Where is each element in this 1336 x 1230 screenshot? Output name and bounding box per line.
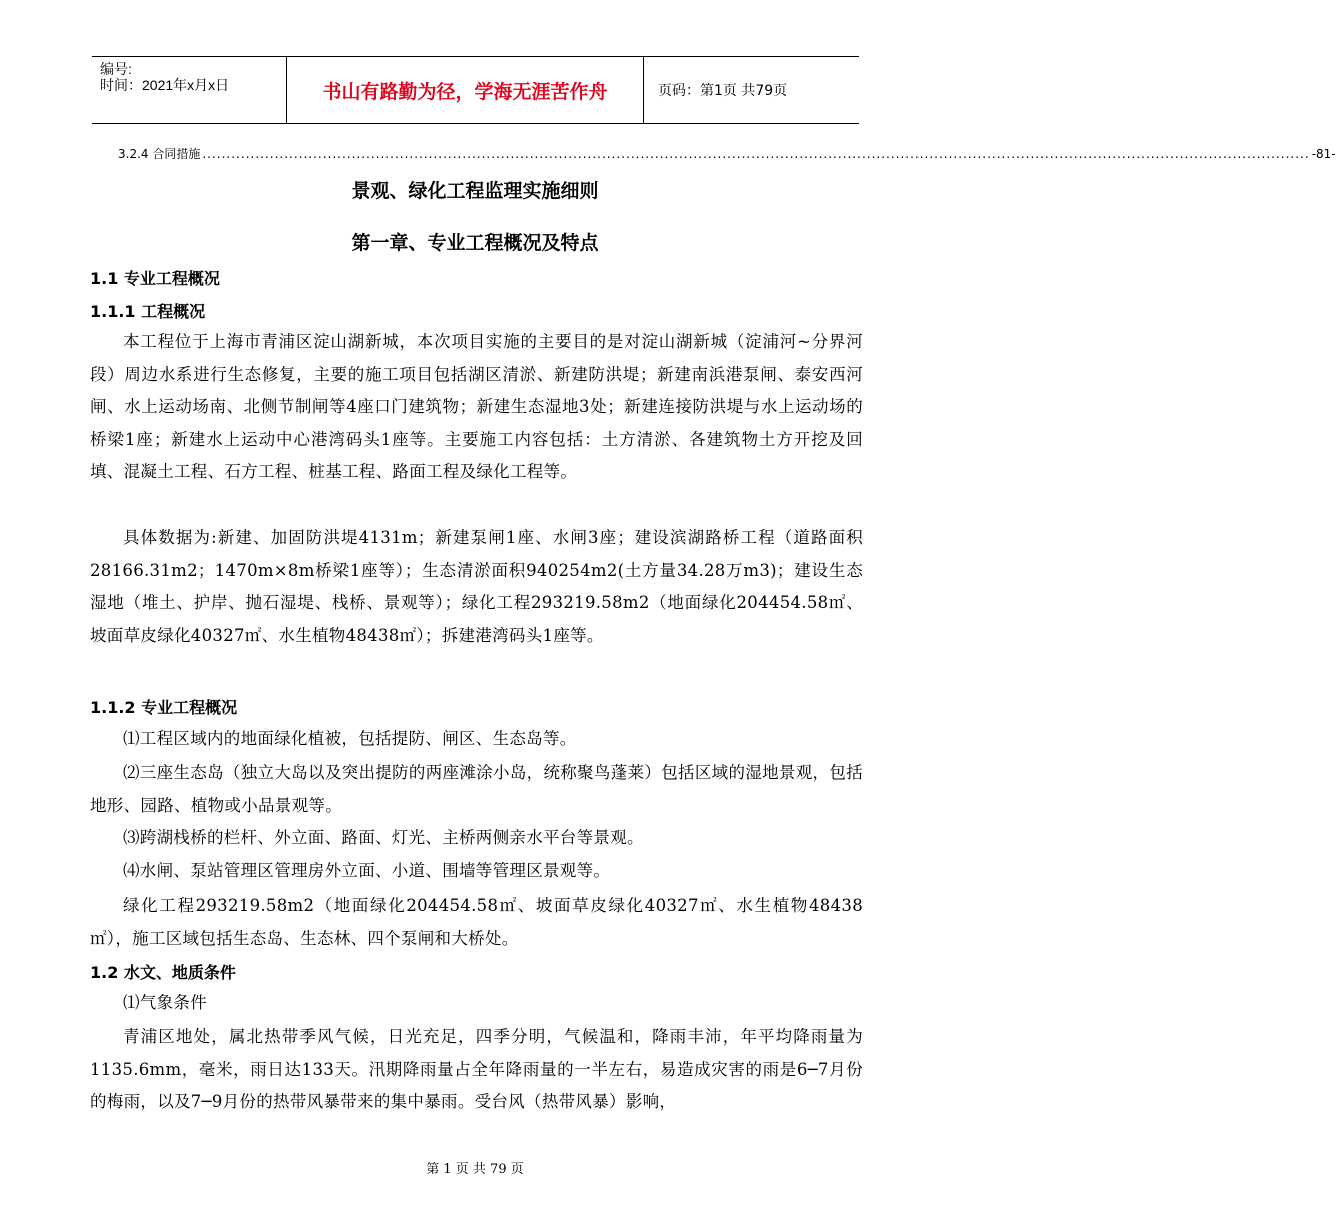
paragraph-text: 绿化工程293219.58m2（地面绿化204454.58㎡、坡面草皮绿化40327㎡、水生植物48438㎡），施工区域包括生态岛、生态林、四个泵闸和大桥处。 [90, 896, 863, 948]
chapter-title: 第一章、专业工程概况及特点 [351, 232, 599, 254]
section-heading-1-1: 1.1 专业工程概况 [90, 269, 220, 288]
paragraph-text: 青浦区地处，属北热带季风气候，日光充足，四季分明，气候温和，降雨丰沛，年平均降雨量为1135.6mm，毫米，雨日达133天。汛期降雨量占全年降雨量的一半左右，易造成灾害的雨是6─7月份的梅雨，以及7─9月份的热带风暴带来的集中暴雨。受台风（热带风暴）影响， [90, 1027, 863, 1111]
paragraph-text: 具体数据为:新建、加固防洪堤4131m；新建泵闸1座、水闸3座；建设滨湖路桥工程（道路面积28166.31m2；1470m×8m桥梁1座等）；生态清淤面积940254m2(土方量34.28万m3)；建设生态湿地（堆土、护岸、抛石湿堤、栈桥、景观等）；绿化工程293219.58m2（地面绿化204454.58㎡、坡面草皮绿化40327㎡、水生植物48438㎡）；拆建港湾码头1座等。 [90, 528, 863, 645]
paragraph-greening-summary [90, 890, 863, 955]
toc-entry-label: 3.2.4 合同措施 [118, 147, 201, 161]
list-item: ⑴气象条件 [123, 993, 207, 1012]
list-item: ⑴工程区域内的地面绿化植被，包括提防、闸区、生态岛等。 [123, 729, 577, 748]
paragraph-climate [90, 1021, 863, 1119]
header-page-info: 页码：第1页 共79页 [658, 83, 788, 99]
section-heading-1-2: 1.2 水文、地质条件 [90, 963, 236, 982]
list-item: ⑷水闸、泵站管理区管理房外立面、小道、围墙等管理区景观等。 [123, 861, 611, 880]
toc-entry-page: -81- [1311, 147, 1336, 161]
date-label: 时间：2021年x月x日 [100, 77, 230, 93]
list-item: ⑵三座生态岛（独立大岛以及突出提防的两座滩涂小岛，统称聚鸟蓬莱）包括区域的湿地景观，包括地形、园路、植物或小品景观等。 [90, 763, 863, 815]
list-item: ⑶跨湖栈桥的栏杆、外立面、路面、灯光、主桥两侧亲水平台等景观。 [123, 828, 644, 847]
toc-entry[interactable] [118, 145, 1336, 162]
paragraph-specific-data [90, 522, 863, 652]
header-meta [92, 57, 286, 123]
section-heading-1-1-1: 1.1.1 工程概况 [90, 302, 206, 321]
header-motto: 书山有路勤为径，学海无涯苦作舟 [286, 57, 644, 123]
document-title: 景观、绿化工程监理实施细则 [351, 180, 599, 202]
paragraph-project-overview [90, 326, 863, 489]
section-heading-1-1-2: 1.1.2 专业工程概况 [90, 698, 238, 717]
toc-leader-dots: ...................................................................................................................................................................................................................................... [202, 147, 1310, 161]
number-label: 编号: [100, 61, 132, 77]
page-header [92, 56, 859, 124]
paragraph-text: 本工程位于上海市青浦区淀山湖新城，本次项目实施的主要目的是对淀山湖新城（淀浦河~分界河段）周边水系进行生态修复，主要的施工项目包括湖区清淤、新建防洪堤；新建南浜港泵闸、泰安西河闸、水上运动场南、北侧节制闸等4座口门建筑物；新建生态湿地3处；新建连接防洪堤与水上运动场的桥梁1座；新建水上运动中心港湾码头1座等。主要施工内容包括：土方清淤、各建筑物土方开挖及回填、混凝土工程、石方工程、桩基工程、路面工程及绿化工程等。 [90, 332, 863, 481]
page-footer: 第 1 页 共 79 页 [426, 1162, 524, 1177]
